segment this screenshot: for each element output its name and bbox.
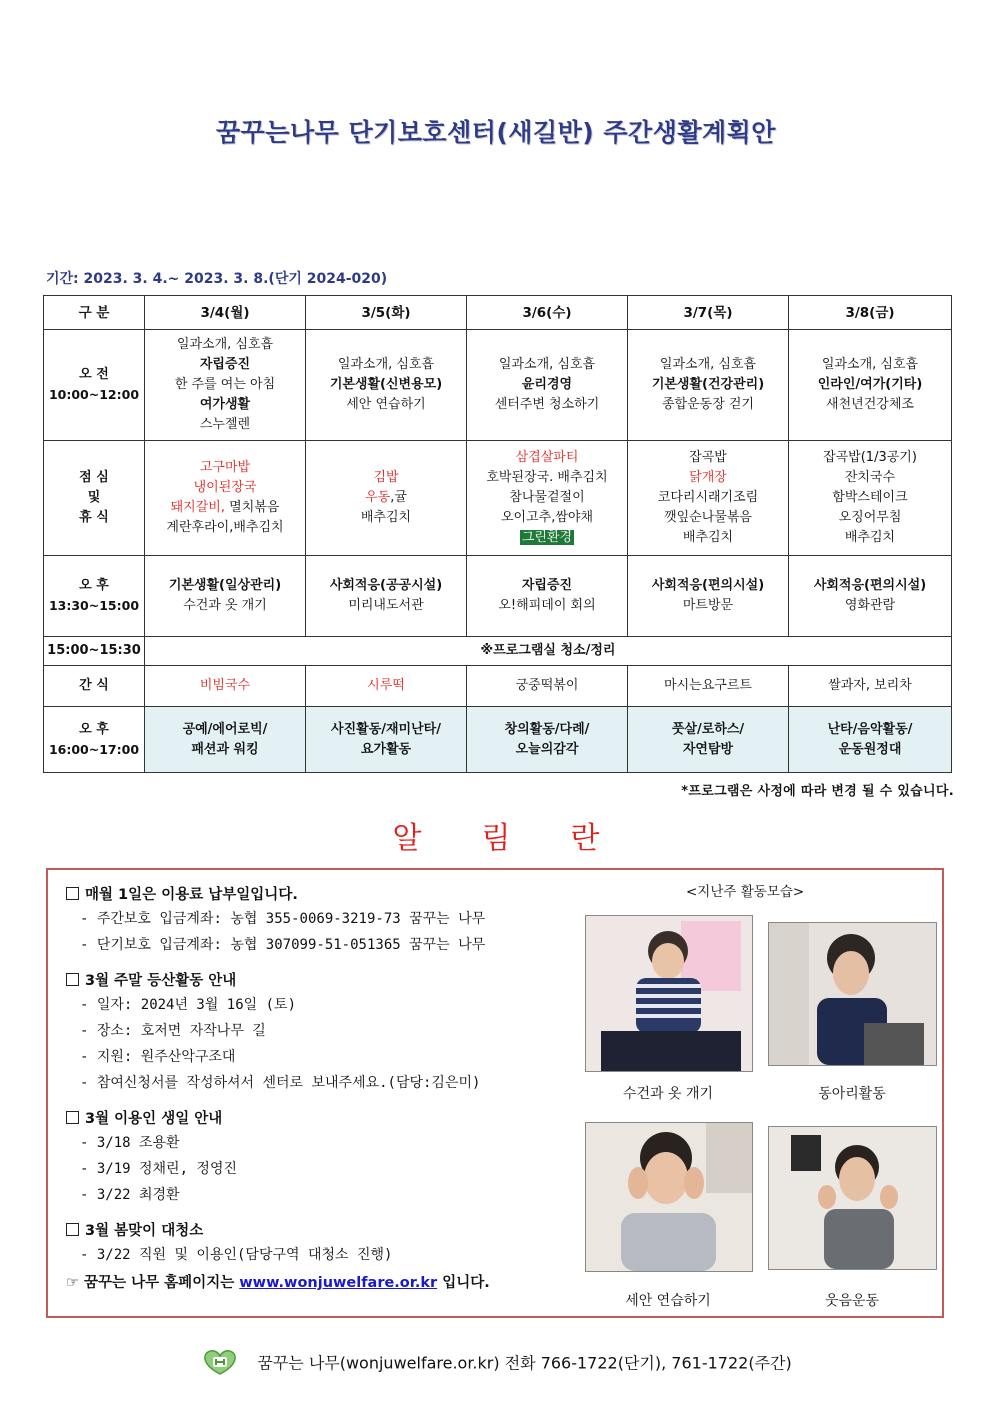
weekly-schedule-table (43, 295, 952, 773)
homepage-line: ☞ 꿈꾸는 나무 홈페이지는 www.wonjuwelfare.or.kr 입니다. (66, 1275, 490, 1291)
table-row-lunch (44, 441, 952, 556)
notice-section-head: 3월 봄맞이 대청소 (66, 1220, 596, 1242)
late-cell-wed: 창의활동/다례/ 오늘의감각 (467, 707, 628, 773)
photo-folding-towel (585, 915, 753, 1072)
row-label-late-afternoon: 오 후 16:00~17:00 (44, 707, 145, 773)
day-header: 3/8(금) (789, 296, 952, 330)
page-title: 꿈꾸는나무 단기보호센터(새길반) 주간생활계획안 (216, 118, 776, 147)
afternoon-cell-tue: 사회적응(공공시설) 미리내도서관 (306, 556, 467, 637)
table-row-late-afternoon (44, 707, 952, 773)
afternoon-cell-mon: 기본생활(일상관리) 수건과 옷 개기 (145, 556, 306, 637)
notice-section-head: 3월 주말 등산활동 안내 (66, 970, 596, 992)
photo-caption: 세안 연습하기 (625, 1293, 711, 1309)
table-header-row (44, 296, 952, 330)
photo-caption: 웃음운동 (824, 1293, 880, 1309)
late-cell-thu: 풋살/로하스/ 자연탐방 (628, 707, 789, 773)
row-label-snack: 간 식 (44, 666, 145, 707)
lunch-cell-tue: 김밥 우동,귤 배추김치 (306, 441, 467, 556)
morning-cell-fri: 일과소개, 심호흡 인라인/여가(기타) 새천년건강체조 (789, 330, 952, 441)
row-label-lunch: 점 심 및 휴 식 (44, 441, 145, 556)
corner-header: 구 분 (44, 296, 145, 330)
list-item: - 3/22 최경환 (80, 1187, 180, 1203)
afternoon-cell-thu: 사회적응(편의시설) 마트방문 (628, 556, 789, 637)
notice-title: 알림란 (392, 821, 660, 856)
morning-cell-wed: 일과소개, 심호흡 윤리경영 센터주변 청소하기 (467, 330, 628, 441)
period-text: 기간: 2023. 3. 4.~ 2023. 3. 8.(단기 2024-020) (46, 271, 388, 287)
row-label-morning: 오 전 10:00~12:00 (44, 330, 145, 441)
day-header: 3/5(화) (306, 296, 467, 330)
snack-cell-wed: 궁중떡볶이 (467, 666, 628, 707)
checkbox-icon (66, 973, 79, 986)
afternoon-cell-fri: 사회적응(편의시설) 영화관람 (789, 556, 952, 637)
late-cell-mon: 공예/에어로빅/ 패션과 워킹 (145, 707, 306, 773)
morning-cell-mon: 일과소개, 심호흡 자립증진 한 주를 여는 아침 여가생활 스누젤렌 (145, 330, 306, 441)
list-item: - 3/22 직원 및 이용인(담당구역 대청소 진행) (80, 1247, 393, 1263)
notice-section-head: 3월 이용인 생일 안내 (66, 1108, 596, 1130)
snack-cell-thu: 마시는요구르트 (628, 666, 789, 707)
lunch-cell-thu: 잡곡밥 닭개장 코다리시래기조림 깻잎순나물볶음 배추김치 (628, 441, 789, 556)
checkbox-icon (66, 1111, 79, 1124)
change-note: *프로그램은 사정에 따라 변경 될 수 있습니다. (681, 784, 954, 799)
last-week-label: <지난주 활동모습> (686, 884, 805, 900)
list-item: - 단기보호 입금계좌: 농협 307099-51-051365 꿈꾸는 나무 (80, 937, 486, 953)
lunch-cell-mon: 고구마밥 냉이된장국 돼지갈비, 멸치볶음 계란후라이,배추김치 (145, 441, 306, 556)
table-row-morning (44, 330, 952, 441)
photo-caption: 수건과 옷 개기 (622, 1086, 714, 1102)
list-item: - 주간보호 입금계좌: 농협 355-0069-3219-73 꿈꾸는 나무 (80, 911, 486, 927)
table-row-cleanup (44, 637, 952, 666)
morning-cell-thu: 일과소개, 심호흡 기본생활(건강관리) 종합운동장 걷기 (628, 330, 789, 441)
footer: 꿈꾸는 나무(wonjuwelfare.or.kr) 전화 766-1722(단기), 761-1722(주간) (0, 1348, 992, 1380)
cleanup-cell: ※프로그램실 청소/정리 (145, 637, 952, 666)
snack-cell-fri: 쌀과자, 보리차 (789, 666, 952, 707)
green-environment-badge: 그린환경 (521, 530, 573, 545)
morning-cell-tue: 일과소개, 심호흡 기본생활(신변용모) 세안 연습하기 (306, 330, 467, 441)
lunch-cell-wed: 삼겹살파티 호박된장국. 배추김치 참나물겉절이 오이고추,쌈야채 그린환경 (467, 441, 628, 556)
notice-list (66, 884, 596, 1294)
table-row-afternoon (44, 556, 952, 637)
list-item: - 참여신청서를 작성하셔서 센터로 보내주세요.(담당:김은미) (80, 1075, 481, 1091)
photo-face-washing-practice (585, 1122, 753, 1272)
checkbox-icon (66, 1223, 79, 1236)
photo-club-activity (768, 922, 937, 1066)
checkbox-icon (66, 887, 79, 900)
day-header: 3/4(월) (145, 296, 306, 330)
table-row-snack (44, 666, 952, 707)
late-cell-fri: 난타/음악활동/ 운동원정대 (789, 707, 952, 773)
lunch-cell-fri: 잡곡밥(1/3공기) 잔치국수 함박스테이크 오징어무침 배추김치 (789, 441, 952, 556)
tree-logo-icon (200, 1348, 240, 1380)
list-item: - 지원: 원주산악구조대 (80, 1049, 236, 1065)
snack-cell-mon: 비빔국수 (145, 666, 306, 707)
row-label-cleanup: 15:00~15:30 (44, 637, 145, 666)
list-item: - 장소: 호저면 자작나무 길 (80, 1023, 266, 1039)
day-header: 3/6(수) (467, 296, 628, 330)
homepage-link[interactable]: www.wonjuwelfare.or.kr (239, 1275, 438, 1291)
afternoon-cell-wed: 자립증진 오!해피데이 회의 (467, 556, 628, 637)
late-cell-tue: 사진활동/재미난타/ 요가활동 (306, 707, 467, 773)
list-item: - 일자: 2024년 3월 16일 (토) (80, 997, 297, 1013)
photo-caption: 동아리활동 (818, 1086, 886, 1102)
snack-cell-tue: 시루떡 (306, 666, 467, 707)
list-item: - 3/18 조용환 (80, 1135, 180, 1151)
photo-laughter-exercise (768, 1126, 937, 1270)
row-label-afternoon: 오 후 13:30~15:00 (44, 556, 145, 637)
day-header: 3/7(목) (628, 296, 789, 330)
list-item: - 3/19 정채린, 정영진 (80, 1161, 238, 1177)
notice-section-head: 매월 1일은 이용료 납부일입니다. (66, 884, 596, 906)
